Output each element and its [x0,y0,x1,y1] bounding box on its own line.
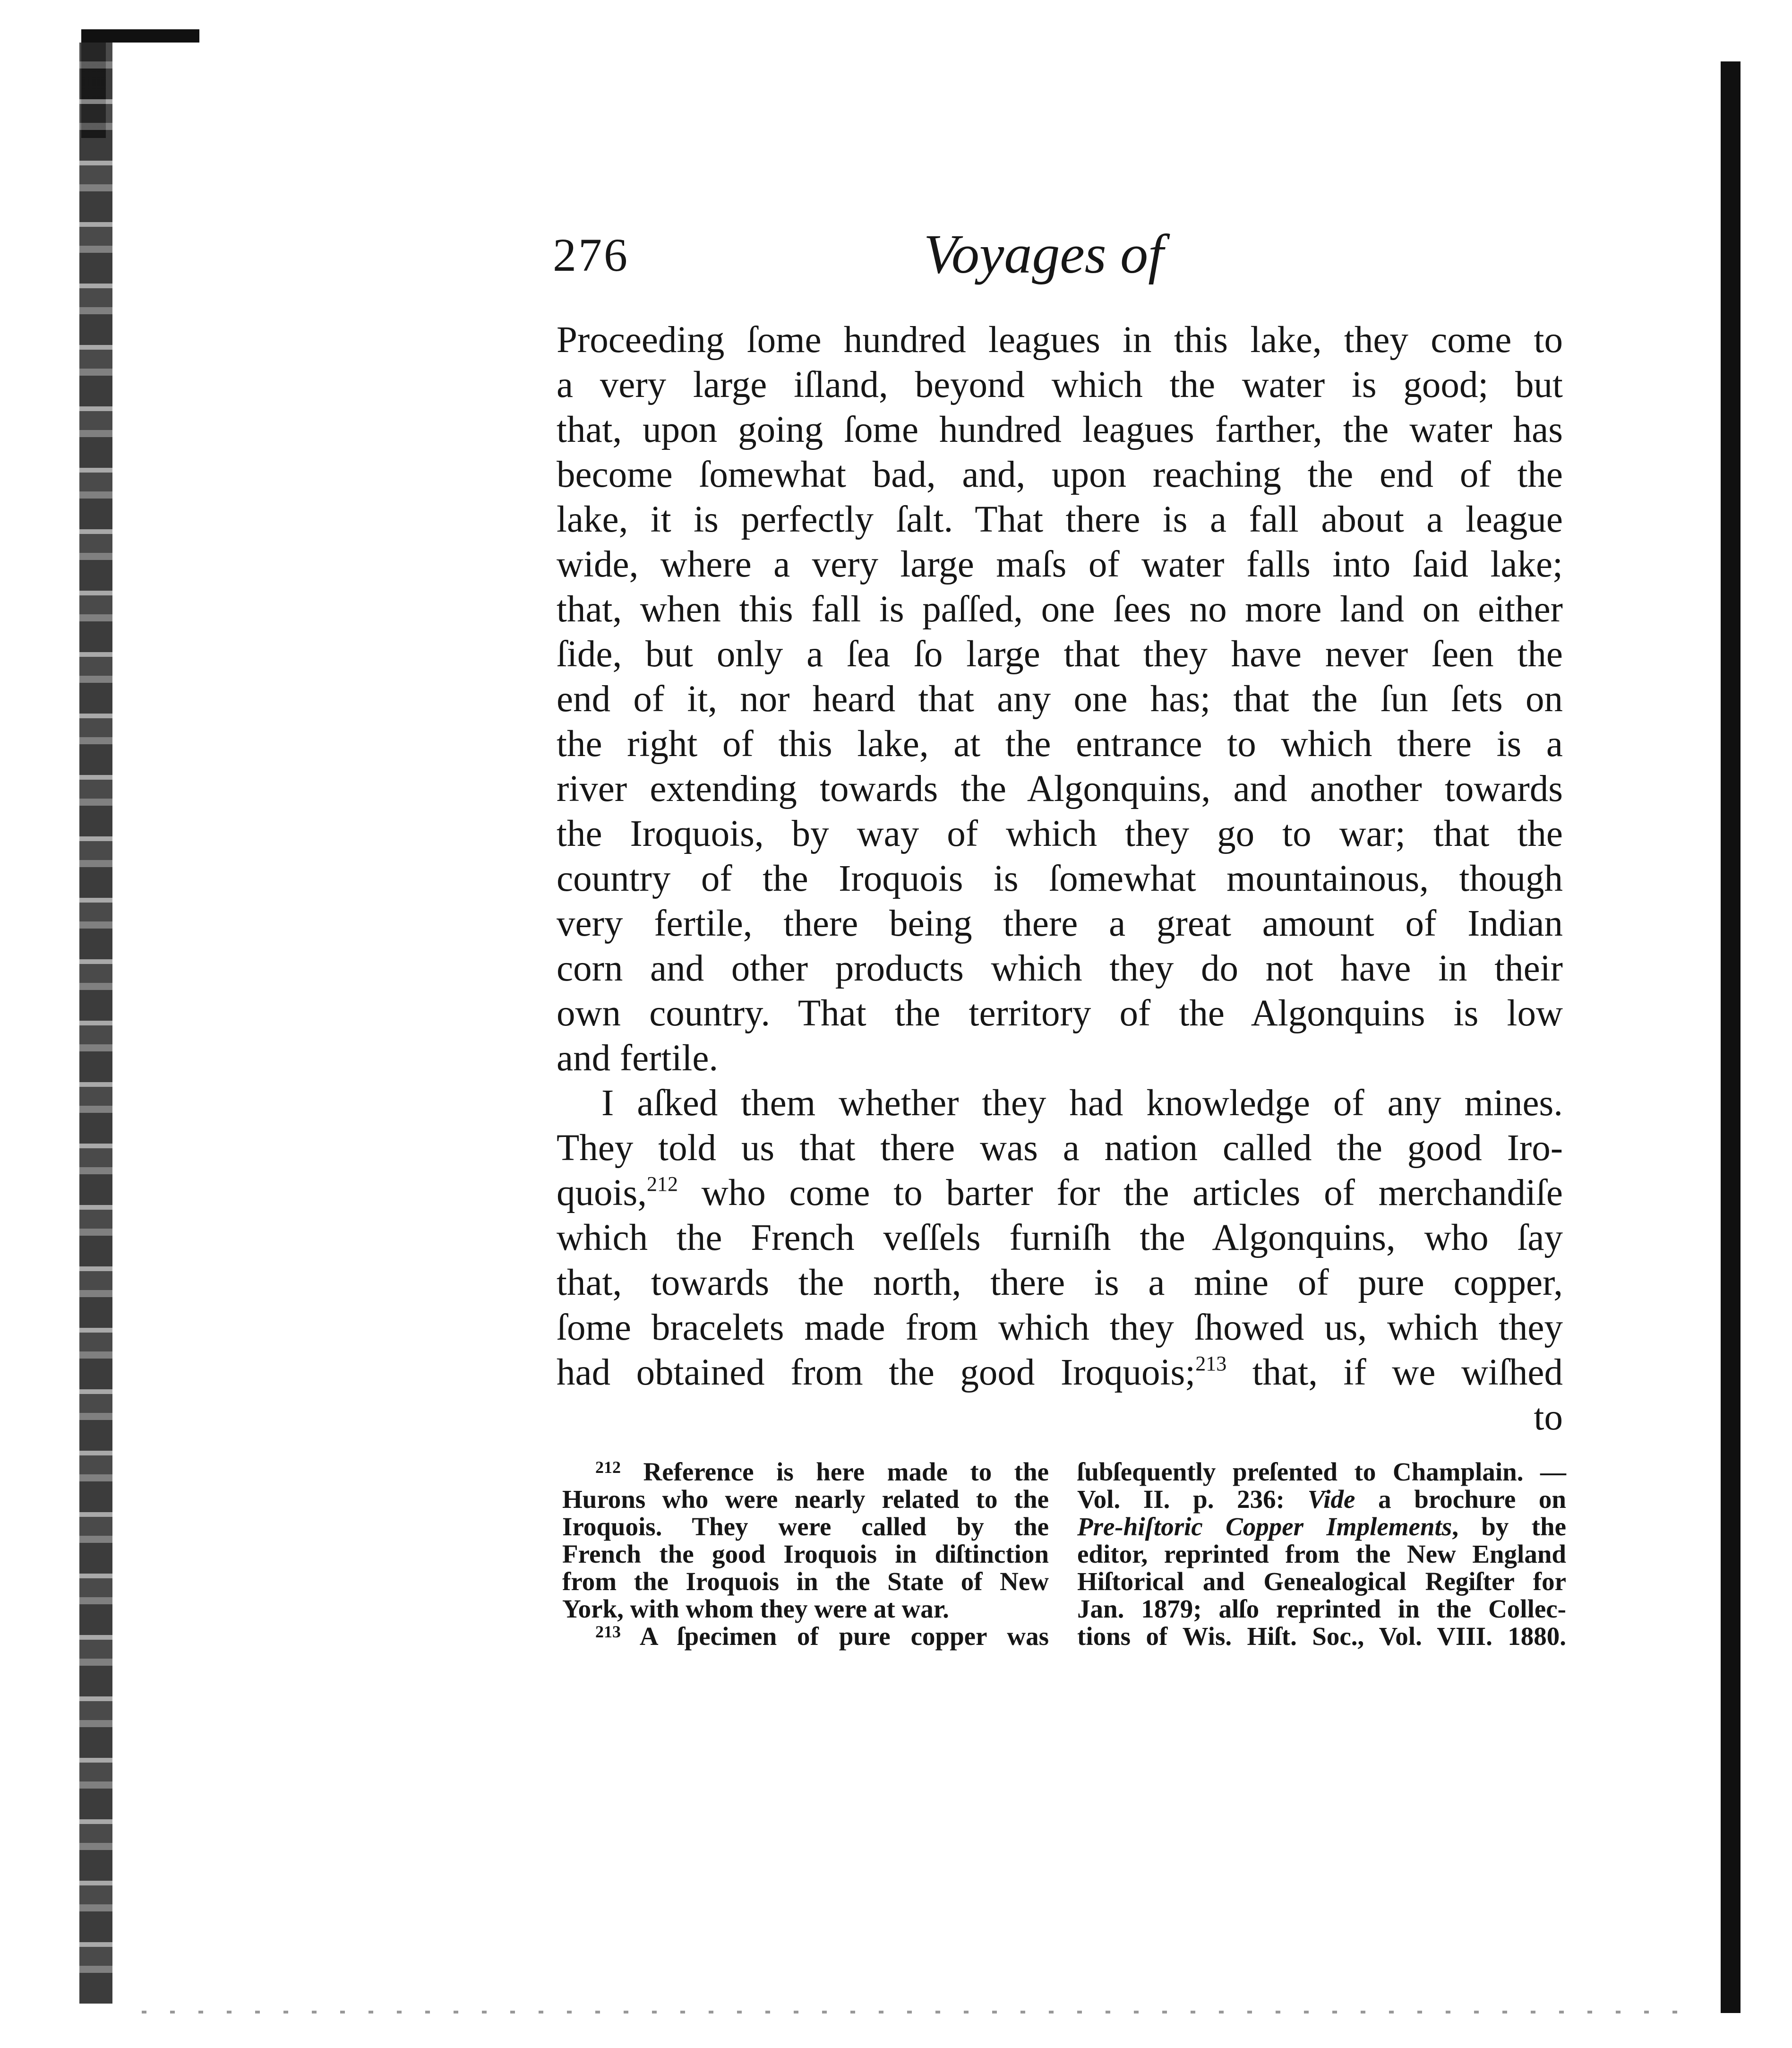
text-run-italic: Pre-hiſtoric Copper Implements [1077,1512,1452,1541]
footnote-212-mark: 212 [595,1458,621,1477]
text-line: Proceeding ſome hundred leagues in this lake, they come to [557,319,1563,361]
text-run: Reference is here made to the [621,1457,1049,1486]
text-line: that, towards the north, there is a mine of pure copper, [557,1262,1563,1303]
footnote-212-line: York, with whom they were at war. [562,1594,949,1623]
footnotes-left-column [562,1458,1049,1650]
text-run: who come to barter for the articles of merchandiſe [677,1172,1563,1213]
text-run: quois, [557,1172,647,1213]
footnote-213-line: ſubſequently preſented to Champlain. — [1077,1457,1566,1486]
text-line: that, when this fall is paſſed, one ſees no more land on either [557,589,1563,630]
text-line: lake, it is perfectly ſalt. That there is a fall about a league [557,499,1563,540]
text-line: become ſomewhat bad, and, upon reaching the end of the [557,454,1563,495]
text-line: They told us that there was a nation called the good Iro- [557,1127,1563,1169]
text-run: Vol. II. p. 236: [1077,1485,1308,1514]
running-title: Voyages of [924,223,1164,285]
text-line: ſome bracelets made from which they ſhowed us, which they [557,1307,1563,1348]
text-line: wide, where a very large maſs of water falls into ſaid lake; [557,544,1563,585]
text-line: the right of this lake, at the entrance to which there is a [557,723,1563,765]
footnote-212-line: Iroquois. They were called by the [562,1512,1049,1541]
scan-bottom-noise [142,2011,1701,2014]
page-number: 276 [553,229,629,281]
footnote-212-line: Hurons who were nearly related to the [562,1485,1049,1514]
text-line [557,1170,1563,1215]
footnote-213-line [562,1623,1049,1650]
text-run: that, if we wiſhed [1226,1352,1563,1393]
footnote-212-line: French the good Iroquois in diſtinction [562,1540,1049,1568]
body-text [557,318,1563,1440]
footnote-213-line [1077,1486,1566,1513]
text-line: ſide, but only a ſea ſo large that they have never ſeen the [557,634,1563,675]
text-line: very fertile, there being there a great amount of Indian [557,903,1563,944]
text-line: corn and other products which they do not have in their [557,948,1563,989]
text-line: that, upon going ſome hundred leagues farther, the water has [557,409,1563,450]
text-line: country of the Iroquois is ſomewhat mountainous, though [557,858,1563,899]
text-run: a brochure on [1355,1485,1566,1514]
text-line: end of it, nor heard that any one has; that the ſun ſets on [557,679,1563,720]
footnote-212-line [562,1458,1049,1486]
footnote-213-line: editor, reprinted from the New England [1077,1540,1566,1568]
footnote-213-mark: 213 [595,1622,621,1641]
text-line: which the French veſſels furniſh the Algonquins, who ſay [557,1217,1563,1258]
text-line: the Iroquois, by way of which they go to war; that the [557,813,1563,854]
page-header [553,222,1564,288]
text-line: a very large iſland, beyond which the water is good; but [557,364,1563,405]
catchword: to [1534,1397,1563,1438]
scan-right-page-edge [1721,61,1741,2013]
text-line: river extending towards the Algonquins, and another towards [557,768,1563,809]
footnote-213-line [1077,1513,1566,1540]
text-line [557,1350,1563,1395]
text-line: own country. That the territory of the Algonquins is low [557,993,1563,1034]
footnote-213-line: Jan. 1879; alſo reprinted in the Collec- [1077,1594,1566,1623]
footnote-ref-213: 213 [1195,1352,1227,1375]
footnotes-right-column [1077,1458,1566,1650]
footnote-213-line: tions of Wis. Hiſt. Soc., Vol. VIII. 1880. [1077,1622,1566,1651]
text-run: , by the [1452,1512,1566,1541]
text-run: had obtained from the good Iroquois; [557,1352,1196,1393]
text-line: I aſked them whether they had knowledge of any mines. [601,1083,1563,1124]
text-run-italic: Vide [1307,1485,1355,1514]
text-run: A ſpecimen of pure copper was [621,1622,1049,1651]
text-line: and fertile. [557,1038,719,1079]
footnote-ref-212: 212 [646,1172,678,1196]
footnote-212-line: from the Iroquois in the State of New [562,1567,1049,1596]
scan-binding-edge [79,43,112,2004]
footnote-213-line: Hiſtorical and Genealogical Regiſter for [1077,1567,1566,1596]
